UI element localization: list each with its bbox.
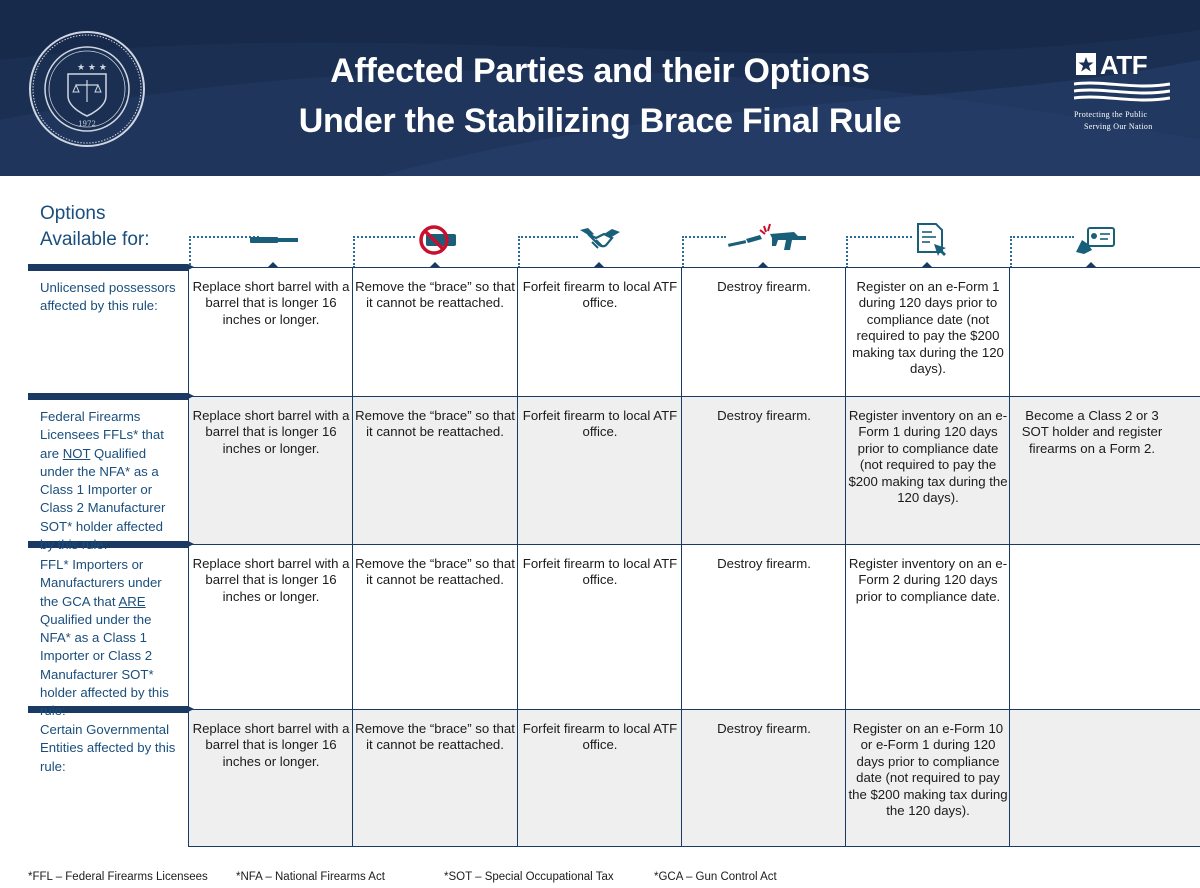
column-leader	[682, 236, 726, 268]
grid-line	[188, 267, 1200, 268]
label-text: Federal Firearms Licensees FFLs* that are	[40, 409, 164, 461]
handshake-icon	[574, 222, 626, 258]
cell-remove-brace: Remove the “brace” so that it cannot be reattached.	[355, 408, 515, 440]
footnote-ffl: *FFL – Federal Firearms Licensees	[28, 871, 208, 883]
row-label-ffl-not-qualified	[40, 408, 180, 554]
cell-destroy: Destroy firearm.	[717, 279, 811, 294]
header-banner	[0, 0, 1200, 176]
column-leader	[353, 236, 415, 268]
cell-destroy: Destroy firearm.	[717, 556, 811, 571]
row-label-ffl-qualified	[40, 556, 180, 721]
star-icon	[1076, 53, 1096, 75]
column-leader	[846, 236, 912, 268]
sot-card-icon	[1070, 222, 1122, 258]
cell-forfeit: Forfeit firearm to local ATF office.	[522, 408, 678, 440]
cell-replace-barrel: Replace short barrel with a barrel that is longer 16 inches or longer.	[192, 279, 350, 327]
title-line-2: Under the Stabilizing Brace Final Rule	[298, 102, 902, 140]
cell-register: Register inventory on an e-Form 1 during 120 days prior to compliance date (not required to pay the $200 making tax during the 120 days).	[848, 408, 1008, 506]
eform-document-icon	[908, 222, 960, 258]
cell-sot: Become a Class 2 or 3 SOT holder and register firearms on a Form 2.	[1021, 408, 1163, 456]
atf-seal-icon	[28, 30, 146, 148]
cell-replace-barrel: Replace short barrel with a barrel that is longer 16 inches or longer.	[192, 408, 350, 456]
cell-remove-brace: Remove the “brace” so that it cannot be reattached.	[355, 279, 515, 311]
cell-destroy: Destroy firearm.	[717, 721, 811, 736]
cell-replace-barrel: Replace short barrel with a barrel that is longer 16 inches or longer.	[192, 721, 350, 769]
page-title	[200, 46, 1000, 146]
cell-remove-brace: Remove the “brace” so that it cannot be reattached.	[355, 556, 515, 588]
cell-destroy: Destroy firearm.	[717, 408, 811, 423]
cell-forfeit: Forfeit firearm to local ATF office.	[522, 279, 678, 311]
cell-register: Register on an e-Form 10 or e-Form 1 during 120 days prior to compliance date (not required to pay the $200 making tax during the 120 days).	[848, 721, 1008, 819]
label-text: FFL* Importers or Manufacturers under the GCA that	[40, 557, 162, 609]
column-leader	[1010, 236, 1074, 268]
row-marker	[28, 264, 188, 271]
atf-tagline-2: Serving Our Nation	[1084, 122, 1153, 131]
options-heading	[40, 201, 150, 253]
barrel-icon	[246, 222, 302, 258]
cell-replace-barrel: Replace short barrel with a barrel that is longer 16 inches or longer.	[192, 556, 350, 604]
atf-wordmark: ATF	[1100, 50, 1148, 80]
row-label-governmental-entities: Certain Governmental Entities affected by this rule:	[40, 722, 176, 774]
row-marker	[28, 393, 188, 400]
footnote-nfa: *NFA – National Firearms Act	[236, 871, 385, 883]
no-brace-icon	[410, 222, 462, 258]
label-text: Qualified under the NFA* as a Class 1 Importer or Class 2 Manufacturer SOT* holder affected by this rule:	[40, 611, 169, 719]
cell-forfeit: Forfeit firearm to local ATF office.	[522, 556, 678, 588]
footnote-gca: *GCA – Gun Control Act	[654, 871, 777, 883]
grid-line	[188, 846, 1200, 847]
options-heading-line-1: Options	[40, 203, 106, 224]
seal-year: 1972	[78, 120, 96, 128]
destroy-firearm-icon	[726, 222, 810, 258]
footnote-sot: *SOT – Special Occupational Tax	[444, 871, 614, 883]
cell-register: Register on an e-Form 1 during 120 days prior to compliance date (not required to pay the $200 making tax during the 120 days).	[852, 279, 1004, 377]
cell-remove-brace: Remove the “brace” so that it cannot be reattached.	[355, 721, 515, 753]
grid-line	[188, 544, 1200, 545]
label-emphasis: NOT	[62, 445, 91, 461]
atf-tagline-1: Protecting the Public	[1074, 110, 1148, 119]
label-text: Qualified under the NFA* as a Class 1 Importer or Class 2 Manufacturer SOT* holder affected by this rule:	[40, 445, 166, 553]
cell-forfeit: Forfeit firearm to local ATF office.	[522, 721, 678, 753]
label-emphasis: ARE	[118, 593, 146, 609]
grid-line	[188, 396, 1200, 397]
cell-register: Register inventory on an e-Form 2 during 120 days prior to compliance date.	[848, 556, 1008, 604]
atf-logo	[1064, 50, 1174, 150]
flag-stripes-icon	[1074, 80, 1170, 106]
grid-line	[188, 709, 1200, 710]
options-heading-line-2: Available for:	[40, 229, 150, 250]
title-line-1: Affected Parties and their Options	[330, 52, 870, 90]
svg-text:★ ★ ★: ★ ★ ★	[77, 63, 107, 73]
row-label-unlicensed-possessors: Unlicensed possessors affected by this rule:	[40, 280, 176, 314]
column-leader	[518, 236, 578, 268]
